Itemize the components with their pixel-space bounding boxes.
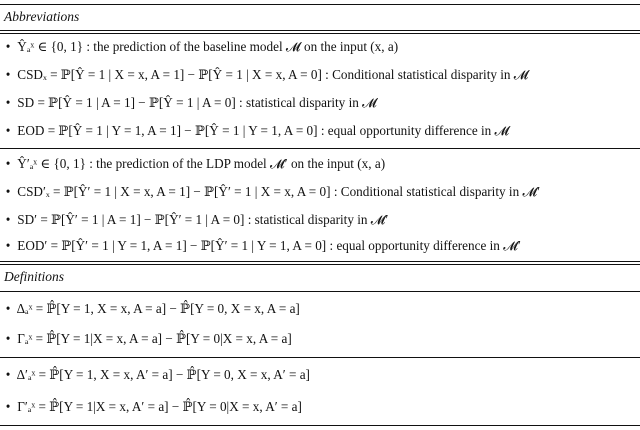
bullet: • — [5, 67, 11, 82]
definitions-heading: Definitions — [4, 269, 64, 284]
abbr-eod: • EOD = ℙ[Ŷ = 1 | Y = 1, A = 1] − ℙ[Ŷ = 1 | Y = 1, A = 0] : equal opportunity difference in 𝓜 — [0, 122, 640, 140]
bullet: • — [5, 95, 11, 110]
def-delta-prime: • Δ′ₐˣ = ℙ̂[Y = 1, X = x, A′ = a] − ℙ̂[Y = 0, X = x, A′ = a] — [0, 366, 640, 384]
bullet: • — [5, 301, 11, 316]
definitions-group-divider — [0, 357, 640, 358]
def-delta: • Δₐˣ = ℙ̂[Y = 1, X = x, A = a] − ℙ̂[Y = 0, X = x, A = a] — [0, 300, 640, 318]
top-rule — [0, 4, 640, 5]
bullet: • — [5, 367, 11, 382]
def-gamma: • Γₐˣ = ℙ̂[Y = 1|X = x, A = a] − ℙ̂[Y = 0|X = x, A = a] — [0, 330, 640, 348]
abbr-sd-prime: • SD′ = ℙ[Ŷ′ = 1 | A = 1] − ℙ[Ŷ′ = 1 | A = 0] : statistical disparity in 𝓜′ — [0, 211, 640, 229]
bullet: • — [5, 156, 11, 171]
abbr-csd: • CSDₓ = ℙ[Ŷ = 1 | X = x, A = 1] − ℙ[Ŷ = 1 | X = x, A = 0] : Conditional statistical disparity in 𝓜 — [0, 66, 640, 84]
abbr-ldp-prediction: • Ŷ′ₐˣ ∈ {0, 1} : the prediction of the LDP model 𝓜′ on the input (x, a) — [0, 155, 640, 173]
abbr-baseline-prediction: • Ŷₐˣ ∈ {0, 1} : the prediction of the baseline model 𝓜 on the input (x, a) — [0, 38, 640, 56]
abbr-eod-prime: • EOD′ = ℙ[Ŷ′ = 1 | Y = 1, A = 1] − ℙ[Ŷ′ = 1 | Y = 1, A = 0] : equal opportunity difference in 𝓜′ — [0, 237, 640, 255]
bullet: • — [5, 123, 11, 138]
abbr-csd-prime: • CSD′ₓ = ℙ[Ŷ′ = 1 | X = x, A = 1] − ℙ[Ŷ′ = 1 | X = x, A = 0] : Conditional statistical disparity in 𝓜′ — [0, 183, 640, 201]
abbr-sd: • SD = ℙ[Ŷ = 1 | A = 1] − ℙ[Ŷ = 1 | A = 0] : statistical disparity in 𝓜 — [0, 94, 640, 112]
abbreviations-group-divider — [0, 148, 640, 149]
bullet: • — [5, 184, 11, 199]
bullet: • — [5, 399, 11, 414]
abbreviations-rule — [0, 30, 640, 34]
bullet: • — [5, 212, 11, 227]
bullet: • — [5, 331, 11, 346]
definitions-top-rule — [0, 261, 640, 265]
bullet: • — [5, 238, 11, 253]
def-gamma-prime: • Γ′ₐˣ = ℙ̂[Y = 1|X = x, A′ = a] − ℙ̂[Y = 0|X = x, A′ = a] — [0, 398, 640, 416]
definitions-rule — [0, 291, 640, 292]
abbreviations-heading: Abbreviations — [4, 9, 80, 24]
bottom-rule — [0, 425, 640, 426]
bullet: • — [5, 39, 11, 54]
